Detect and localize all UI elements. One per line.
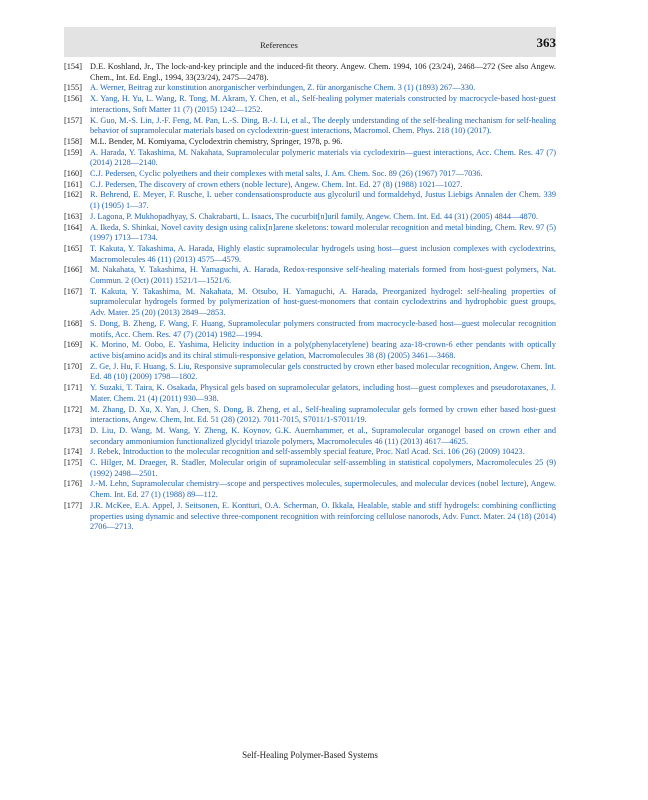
- reference-number: [154]: [64, 62, 82, 71]
- reference-number: [160]: [64, 169, 82, 179]
- reference-number: [155]: [64, 83, 82, 93]
- reference-entry: [64, 116, 556, 137]
- reference-link-text[interactable]: M. Zhang, D. Xu, X. Yan, J. Chen, S. Dong, B. Zheng, et al., Self-healing supramolecular gels formed by crown ether based host-guest interactions, Angew. Chem, Int. Ed. 51 (28) (2012). 7011-7015, S7011/1-S7011/19.: [90, 404, 556, 425]
- reference-number: [158]: [64, 136, 82, 146]
- reference-number: [164]: [64, 222, 82, 232]
- reference-number: [173]: [64, 425, 82, 435]
- reference-number: [172]: [64, 404, 82, 414]
- reference-link-text[interactable]: C.J. Pedersen, Cyclic polyethers and their complexes with metal salts, J. Am. Chem. Soc. 89 (26) (1967) 7017—7036.: [90, 169, 483, 179]
- reference-entry: [64, 287, 556, 319]
- reference-link-text[interactable]: J.-M. Lehn, Supramolecular chemistry—scope and perspectives molecules, supermolecules, and molecular devices (nobel lecture), Angew. Chem. Int. Ed. 27 (1) (1988) 89—112.: [90, 479, 556, 500]
- page-number: 363: [536, 35, 556, 50]
- reference-link-text[interactable]: M. Nakahata, Y. Takashima, H. Yamaguchi, A. Harada, Redox-responsive self-healing materials formed from host-guest polymers, Nat. Commun. 2 (Oct) (2011) 1521/1—1521/6.: [90, 265, 556, 286]
- reference-number: [171]: [64, 383, 82, 393]
- reference-entry: [64, 244, 556, 265]
- reference-link-text[interactable]: A. Ikeda, S. Shinkai, Novel cavity design using calix[n]arene skeletons: toward molecular recognition and metal binding, Chem. Rev. 97 (5) (1997) 1713—1734.: [90, 222, 556, 243]
- reference-link-text[interactable]: R. Behrend, E. Meyer, F. Rusche, I. ueber condensationsproducte aus glycoluril und formaldehyd, Justus Liebigs Annalen der Chem. 339 (1) (1905) 1—37.: [90, 190, 556, 211]
- running-footer-title: Self-Healing Polymer-Based Systems: [242, 750, 378, 760]
- reference-link-text[interactable]: A. Harada, Y. Takashima, M. Nakahata, Supramolecular polymeric materials via cyclodextrin—guest interactions, Acc. Chem. Res. 47 (7) (2014) 2128—2140.: [90, 147, 556, 168]
- reference-entry: [64, 479, 556, 500]
- reference-link-text[interactable]: T. Kakuta, Y. Takashima, A. Harada, Highly elastic supramolecular hydrogels using host—guest inclusion complexes with cyclodextrins, Macromolecules 46 (11) (2013) 4575—4579.: [90, 243, 556, 264]
- reference-number: [168]: [64, 318, 82, 328]
- reference-entry: [64, 180, 556, 191]
- reference-entry: [64, 383, 556, 404]
- reference-link-text[interactable]: X. Yang, H. Yu, L. Wang, R. Tong, M. Akram, Y. Chen, et al., Self-healing polymer materials constructed by macrocycle-based host-guest interactions, Soft Matter 11 (7) (2015) 1242—1252.: [90, 94, 556, 114]
- reference-number: [161]: [64, 179, 82, 189]
- reference-number: [163]: [64, 211, 82, 221]
- reference-link-text[interactable]: J. Lagona, P. Mukhopadhyay, S. Chakrabarti, L. Isaacs, The cucurbit[n]uril family, Angew. Chem. Int. Ed. 44 (31) (2005) 4844—4870.: [90, 211, 539, 221]
- reference-entry: [64, 319, 556, 340]
- reference-number: [176]: [64, 479, 82, 489]
- reference-number: [170]: [64, 361, 82, 371]
- reference-entry: [64, 447, 556, 458]
- reference-number: [167]: [64, 286, 82, 296]
- reference-entry: [64, 426, 556, 447]
- reference-entry: [64, 223, 556, 244]
- reference-link-text[interactable]: C.J. Pedersen, The discovery of crown ethers (noble lecture), Angew. Chem. Int. Ed. 27 (8) (1988) 1021—1027.: [90, 179, 463, 189]
- reference-number: [177]: [64, 500, 82, 510]
- reference-number: [175]: [64, 458, 82, 468]
- reference-link-text[interactable]: T. Kakuta, Y. Takashima, M. Nakahata, M. Otsubo, H. Yamaguchi, A. Harada, Preorganized hydrogel: self-healing properties of supramolecular hydrogels formed by polymerization of host-guest-monomers that contain cyclodextrins and hydrophobic guest groups, Adv. Mater. 25 (20) (2013) 2849—2853.: [90, 286, 556, 318]
- reference-entry: [64, 148, 556, 169]
- reference-entry: [64, 169, 556, 180]
- reference-link-text[interactable]: J.R. McKee, E.A. Appel, J. Seitsonen, E. Kontturi, O.A. Scherman, O. Ikkala, Healable, stable and stiff hydrogels: combining conflicting properties using dynamic and selective three-component recognition with reinforcing cellulose nanorods, Adv. Funct. Mater. 24 (18) (2014) 2706—2713.: [90, 500, 556, 532]
- reference-text: M.L. Bender, M. Komiyama, Cyclodextrin chemistry, Springer, 1978, p. 96.: [90, 136, 343, 146]
- reference-list: [64, 62, 556, 533]
- reference-number: [166]: [64, 265, 82, 275]
- reference-number: [165]: [64, 243, 82, 253]
- reference-entry: [64, 83, 556, 94]
- reference-number: [156]: [64, 94, 82, 104]
- reference-text: D.E. Koshland, Jr., The lock-and-key principle and the induced-fit theory. Angew. Chem. 1994, 106 (23/24), 2468—272 (See also Angew. Chem., Int. Ed. Engl., 1994, 33(23/24), 2475—2478).: [90, 62, 556, 82]
- reference-entry: [64, 340, 556, 361]
- reference-number: [159]: [64, 147, 82, 157]
- reference-number: [174]: [64, 447, 82, 457]
- reference-link-text[interactable]: K. Guo, M.-S. Lin, J.-F. Feng, M. Pan, L.-S. Ding, B.-J. Li, et al., The deeply understanding of the self-healing mechanism for self-healing behavior of supramolecular materials based on cyclodextrin-guest interactions, Macromol. Chem. Phys. 218 (10) (2017).: [90, 115, 556, 136]
- reference-link-text[interactable]: Y. Suzaki, T. Taira, K. Osakada, Physical gels based on supramolecular gelators, including host—guest complexes and pseudorotaxanes, J. Mater. Chem. 21 (4) (2011) 930—938.: [90, 383, 556, 403]
- reference-link-text[interactable]: A. Werner, Beitrag zur konstitution anorganischer verbindungen, Z. für anorganische Chem. 3 (1) (1893) 267—330.: [90, 83, 476, 93]
- reference-link-text[interactable]: K. Morino, M. Oobo, E. Yashima, Helicity induction in a poly(phenylacetylene) bearing aza-18-crown-6 ether pendants with optically active bis(amino acid)s and its chiral stimuli-responsive gelation, Macromolecules 38 (8) (2005) 3461—3468.: [90, 340, 556, 360]
- reference-entry: [64, 405, 556, 426]
- reference-number: [157]: [64, 115, 82, 125]
- reference-link-text[interactable]: D. Liu, D. Wang, M. Wang, Y. Zheng, K. Koynov, G.K. Auernhammer, et al., Supramolecular organogel based on crown ether and secondary ammoniumion functionalized glycidyl triazole polymers, Macromolecules 46 (11) (2013) 4617—4625.: [90, 425, 556, 446]
- reference-entry: [64, 501, 556, 533]
- reference-entry: [64, 362, 556, 383]
- reference-entry: [64, 458, 556, 479]
- reference-number: [162]: [64, 190, 82, 200]
- running-header-title: References: [260, 40, 298, 50]
- reference-link-text[interactable]: J. Rebek, Introduction to the molecular recognition and self-assembly special feature, Proc. Natl Acad. Sci. 106 (26) (2009) 10423.: [90, 447, 525, 457]
- reference-entry: [64, 190, 556, 211]
- reference-number: [169]: [64, 340, 82, 350]
- reference-entry: [64, 94, 556, 115]
- reference-link-text[interactable]: Z. Ge, J. Hu, F. Huang, S. Liu, Responsive supramolecular gels constructed by crown ether based molecular recognition, Angew. Chem. Int. Ed. 48 (10) (2009) 1798—1802.: [90, 361, 556, 382]
- reference-link-text[interactable]: C. Hilger, M. Draeger, R. Stadler, Molecular origin of supramolecular self-assembling in statistical copolymers, Macromolecules 25 (9) (1992) 2498—2501.: [90, 458, 556, 478]
- reference-link-text[interactable]: S. Dong, B. Zheng, F. Wang, F. Huang, Supramolecular polymers constructed from macrocycle-based host—guest molecular recognition motifs, Acc. Chem. Res. 47 (7) (2014) 1982—1994.: [90, 318, 556, 339]
- reference-entry: [64, 265, 556, 286]
- reference-entry: [64, 137, 556, 148]
- reference-entry: [64, 62, 556, 83]
- reference-entry: [64, 212, 556, 223]
